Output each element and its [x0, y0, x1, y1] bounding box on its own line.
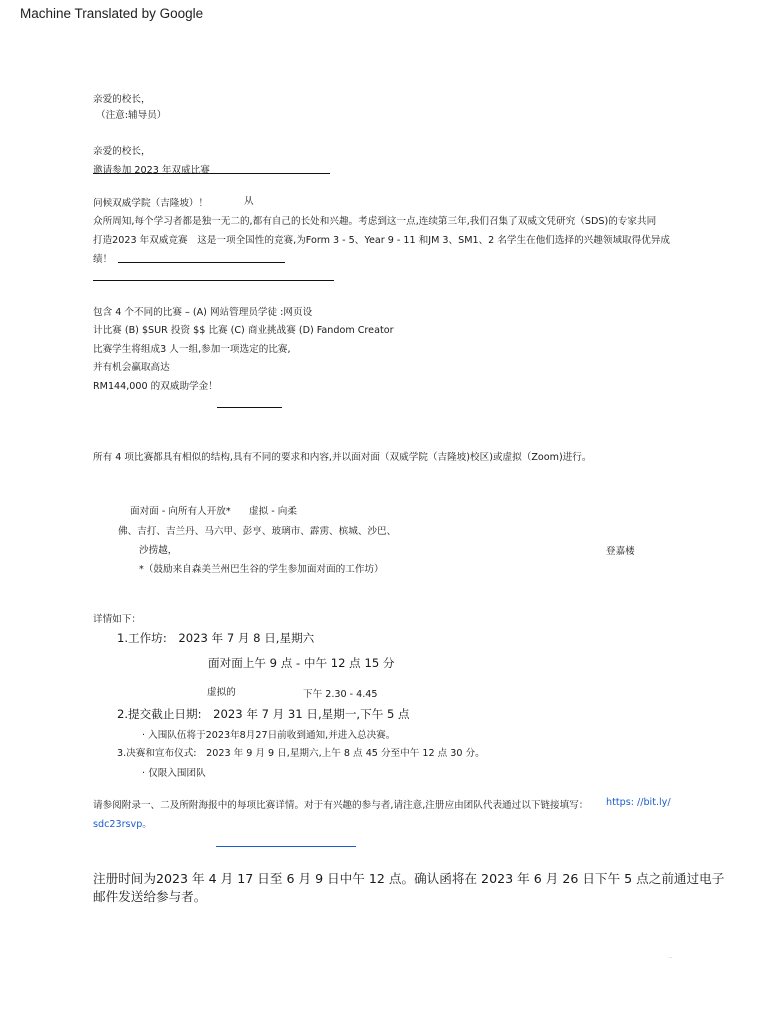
states-line: 佛、吉打、吉兰丹、马六甲、彭亨、玻璃市、霹雳、槟城、沙巴、: [118, 526, 397, 537]
structure-text: 所有 4 项比赛都具有相似的结构,具有不同的要求和内容,并以面对面（双威学院（吉隆坡)校区)或虚拟（Zoom)进行。: [93, 452, 592, 463]
submission-bullet: · 入围队伍将于2023年8月27日前收到通知,并进入总决赛。: [142, 730, 396, 741]
intro-line-1: 众所周知,每个学习者都是独一无二的,都有自己的长处和兴趣。考虑到这一点,连续第三年,我们召集了双威文凭研究（SDS)的专家共同: [93, 216, 657, 227]
details-title: 详情如下：: [93, 614, 141, 625]
submission-deadline-item: 2.提交截止日期: 2023 年 7 月 31 日,星期一,下午 5 点: [117, 707, 410, 721]
registration-line-2: 邮件发送给参与者。: [93, 889, 207, 904]
competitions-line-2: 计比赛 (B) $SUR 投资 $$ 比赛 (C) 商业挑战赛 (D) Fandom Creator: [93, 325, 394, 336]
competitions-line-3: 比赛学生将组成3 人一组,参加一项选定的比赛,: [93, 344, 291, 355]
virtual-mode-label: 虚拟 - 向柔: [249, 506, 297, 517]
rsvp-link-part-1[interactable]: https: //bit.ly/: [606, 797, 671, 808]
workshop-virtual-time: 下午 2.30 - 4.45: [303, 689, 378, 700]
competitions-line-1: 包含 4 个不同的比赛 – (A) 网站管理员学徒 :网页设: [93, 307, 313, 318]
salutation-2: 亲爱的校长，: [93, 146, 151, 157]
workshop-virtual-label: 虚拟的: [207, 687, 236, 698]
prize-underline: [217, 407, 282, 408]
divider-rule: [93, 280, 334, 281]
intro-underline: [118, 262, 285, 263]
competitions-line-4: 并有机会赢取高达: [93, 362, 170, 373]
intro-line-2: 打造2023 年双威竞赛 这是一项全国性的竞赛,为Form 3 - 5、Year 9 - 11 和JM 3、SM1、2 名学生在他们选择的兴趣领域取得优异成: [93, 235, 671, 246]
selangor-text: 登嘉楼: [606, 546, 635, 557]
finals-bullet: · 仅限入围团队: [142, 768, 206, 779]
physical-mode-label: 面对面 - 向所有人开放*: [130, 506, 231, 517]
finals-item: 3.决赛和宣布仪式: 2023 年 9 月 9 日,星期六,上午 8 点 45 分至中午 12 点 30 分。: [117, 748, 485, 759]
subject-underline: [93, 173, 330, 174]
mode-footnote: *（鼓励来自森美兰州巴生谷的学生参加面对面的工作坊）: [139, 564, 384, 575]
intro-line-3: 绩！: [93, 254, 113, 265]
registration-line-1: 注册时间为2023 年 4 月 17 日至 6 月 9 日中午 12 点。确认函将在 2023 年 6 月 26 日下午 5 点之前通过电子: [93, 871, 725, 886]
machine-translation-header: Machine Translated by Google: [20, 6, 204, 21]
workshop-item: 1.工作坊: 2023 年 7 月 8 日,星期六: [117, 631, 315, 645]
greeting-from: 从: [244, 196, 254, 207]
page-mark: ··: [669, 955, 673, 961]
refer-text: 请参阅附录一、二及所附海报中的每项比赛详情。对于有兴趣的参与者,请注意,注册应由团队代表通过以下链接填写：: [93, 800, 589, 811]
competitions-line-5: RM144,000 的双威助学金！: [93, 381, 218, 392]
rsvp-link-part-2[interactable]: sdc23rsvp。: [93, 819, 152, 830]
greeting: 问候双威学院（吉隆坡）！: [93, 198, 209, 209]
workshop-physical-time: 面对面上午 9 点 - 中午 12 点 15 分: [208, 656, 395, 670]
link-underline: [216, 846, 356, 847]
subject-line: 邀请参加 2023 年双威比赛: [93, 165, 210, 176]
counselor-note: （注意:辅导员）: [96, 110, 167, 121]
salutation-1: 亲爱的校长，: [93, 94, 151, 105]
states-line-2: 沙捞越，: [139, 545, 178, 556]
